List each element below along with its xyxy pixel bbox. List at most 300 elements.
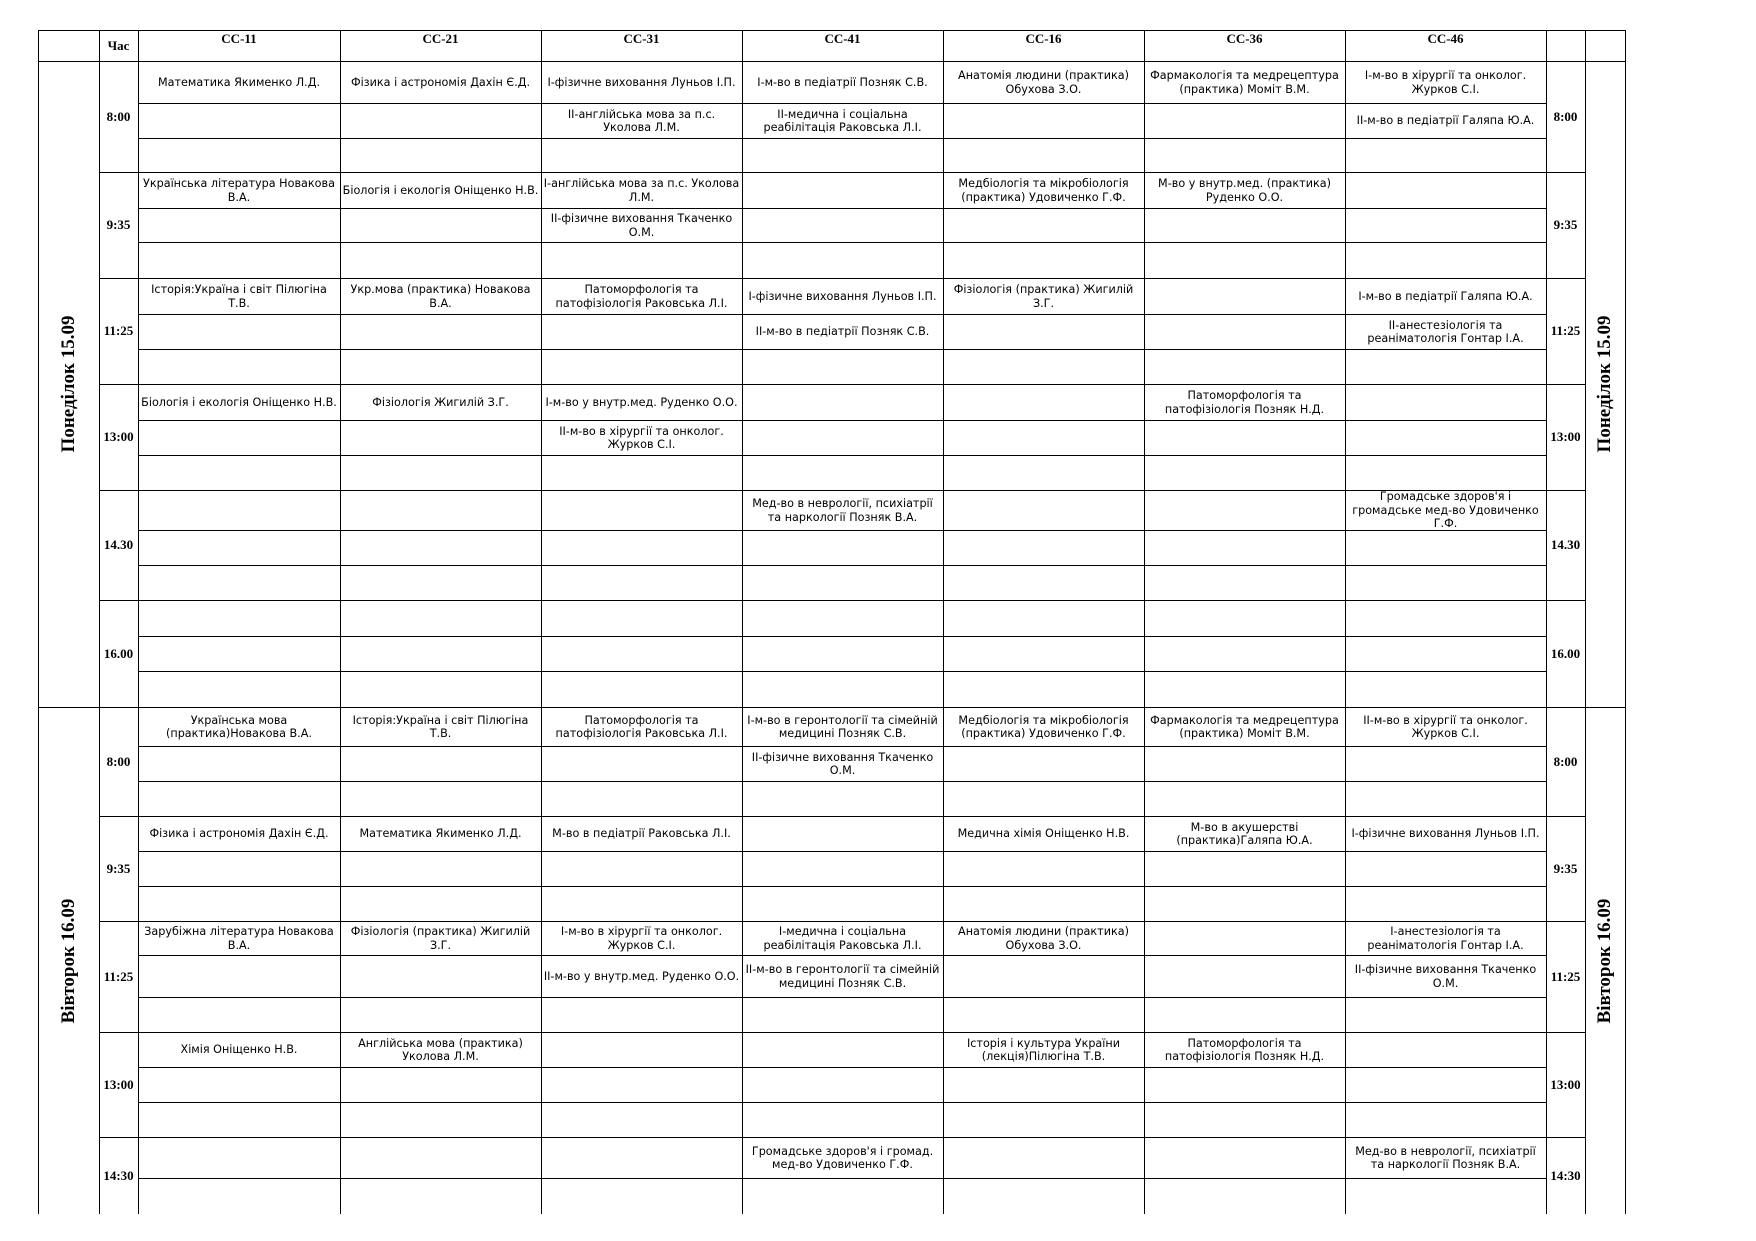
time-label-left: 9:35 [106,860,131,876]
schedule-cell [742,852,943,886]
schedule-cell [1345,491,1546,530]
schedule-cell [742,531,943,565]
time-label-right: 16.00 [1550,645,1581,661]
schedule-cell [541,817,742,851]
schedule-cell [1345,1103,1546,1137]
schedule-cell [138,956,340,997]
schedule-cell [742,385,943,420]
schedule-cell [340,243,541,278]
schedule-cell [138,456,340,490]
lesson-text: I-м-во в педіатрії Позняк С.В. [757,75,928,89]
schedule-cell [943,817,1144,851]
schedule-cell [340,104,541,138]
group-header: СС-46 [1427,31,1464,46]
schedule-cell [943,601,1144,636]
schedule-cell [541,531,742,565]
schedule-cell [1345,672,1546,707]
lesson-text: Біологія і екологія Оніщенко Н.В. [342,183,539,197]
lesson-text: Медбіологія та мікробіологія (практика) Удовиченко Г.Ф. [958,177,1129,204]
schedule-cell [541,279,742,314]
schedule-cell [1144,491,1345,530]
schedule-cell [943,708,1144,746]
schedule-cell [943,747,1144,781]
schedule-cell [138,852,340,886]
schedule-cell [138,708,340,746]
schedule-cell [541,1068,742,1102]
lesson-text: I-м-во в геронтології та сімейній медицині Позняк С.В. [747,713,938,740]
schedule-cell [541,601,742,636]
schedule-cell [1345,209,1546,242]
schedule-cell [1144,637,1345,671]
schedule-cell [541,1179,742,1214]
lesson-text: М-во у внутр.мед. (практика) Руденко О.О. [1158,177,1331,204]
column-border [1585,30,1586,1214]
schedule-cell [1345,139,1546,172]
schedule-cell [742,491,943,530]
schedule-cell [742,243,943,278]
schedule-cell [1345,62,1546,103]
schedule-cell [138,887,340,921]
schedule-cell [742,1138,943,1178]
schedule-cell [340,1033,541,1067]
schedule-cell [943,956,1144,997]
schedule-cell [742,1179,943,1214]
schedule-cell [742,817,943,851]
schedule-cell [943,998,1144,1032]
schedule-cell [1345,279,1546,314]
column-border [1625,30,1626,1214]
time-label-right: 8:00 [1553,753,1578,769]
schedule-cell [1144,708,1345,746]
schedule-cell [138,1103,340,1137]
schedule-cell [138,998,340,1032]
schedule-cell [138,209,340,242]
schedule-cell [340,279,541,314]
schedule-cell [1345,852,1546,886]
schedule-cell [1144,852,1345,886]
schedule-cell [1144,998,1345,1032]
time-column-header: Час [107,38,130,53]
schedule-cell [541,243,742,278]
schedule-cell [1345,782,1546,816]
lesson-text: I-м-во в хірургії та онколог. Журков С.І. [560,925,723,952]
lesson-text: I-фізичне виховання Луньов І.П. [547,75,736,89]
schedule-cell [340,315,541,349]
lesson-text: I-фізичне виховання Луньов І.П. [1351,827,1540,841]
schedule-cell [1345,456,1546,490]
lesson-text: I-м-во в хірургії та онколог. Журков С.І. [1364,69,1527,96]
day-label-right: Понеділок 15.09 [1594,315,1615,453]
schedule-cell [340,139,541,172]
schedule-cell [340,747,541,781]
lesson-text: I-медична і соціальна реабілітація Раковська Л.І. [763,925,922,952]
schedule-cell [1144,104,1345,138]
schedule-cell [1345,243,1546,278]
lesson-text: II-м-во в педіатрії Позняк С.В. [755,325,930,339]
schedule-cell [1345,104,1546,138]
schedule-cell [1345,817,1546,851]
lesson-text: II-фізичне виховання Ткаченко О.М. [550,212,733,239]
schedule-cell [1345,708,1546,746]
schedule-cell [1144,782,1345,816]
schedule-cell [943,139,1144,172]
lesson-text: Математика Якименко Л.Д. [359,827,522,841]
schedule-cell [742,637,943,671]
schedule-cell [943,209,1144,242]
lesson-text: II-м-во в педіатрії Галяпа Ю.А. [1356,114,1535,128]
schedule-cell [340,672,541,707]
schedule-cell [943,1068,1144,1102]
group-header: СС-31 [623,31,660,46]
schedule-cell [1345,922,1546,955]
schedule-cell [742,62,943,103]
schedule-cell [340,852,541,886]
schedule-cell [943,1138,1144,1178]
time-label-right: 11:25 [1550,968,1581,984]
schedule-cell [742,887,943,921]
schedule-cell [943,852,1144,886]
schedule-cell [943,279,1144,314]
time-label-right: 11:25 [1550,323,1581,338]
lesson-text: I-фізичне виховання Луньов І.П. [748,289,937,303]
lesson-text: Анатомія людини (практика) Обухова З.О. [958,925,1129,952]
time-label-left: 11:25 [103,323,134,338]
time-label-left: 14:30 [103,1167,134,1183]
schedule-cell [541,315,742,349]
schedule-cell [541,385,742,420]
lesson-text: Фізіологія (практика) Жигилій З.Г. [953,283,1134,310]
schedule-cell [1144,531,1345,565]
schedule-cell [1144,747,1345,781]
schedule-cell [742,173,943,208]
schedule-cell [1144,173,1345,208]
schedule-cell [1345,1033,1546,1067]
schedule-cell [541,852,742,886]
schedule-cell [541,956,742,997]
schedule-cell [138,531,340,565]
time-label-left: 16.00 [103,645,134,661]
schedule-cell [742,998,943,1032]
schedule-cell [742,315,943,349]
schedule-cell [1144,601,1345,636]
day-label-left: Понеділок 15.09 [57,315,79,453]
lesson-text: М-во в педіатрії Раковська Л.І. [552,827,731,841]
lesson-text: II-м-во в геронтології та сімейній медицині Позняк С.В. [745,963,940,990]
schedule-cell [943,922,1144,955]
lesson-text: Укр.мова (практика) Новакова В.А. [350,283,531,310]
schedule-cell [138,601,340,636]
lesson-text: Патоморфологія та патофізіологія Раковська Л.І. [555,283,728,310]
lesson-text: II-фізичне виховання Ткаченко О.М. [1354,963,1537,990]
day-label-left: Вівторок 16.09 [57,898,79,1023]
time-label-right: 9:35 [1553,860,1578,876]
schedule-cell [340,1068,541,1102]
schedule-cell [340,637,541,671]
schedule-cell [138,491,340,530]
group-header: СС-11 [221,31,257,46]
schedule-cell [138,385,340,420]
time-label-right: 14:30 [1550,1167,1581,1183]
schedule-cell [1345,531,1546,565]
column-border [38,30,39,1214]
schedule-cell [340,782,541,816]
schedule-cell [340,956,541,997]
day-label-right: Вівторок 16.09 [1594,898,1615,1023]
schedule-cell [541,782,742,816]
lesson-text: Англійська мова (практика) Уколова Л.М. [358,1036,523,1063]
lesson-text: Патоморфологія та патофізіологія Позняк Н.Д. [1164,1036,1325,1063]
lesson-text: Фізіологія (практика) Жигилій З.Г. [350,925,531,952]
schedule-cell [1144,243,1345,278]
schedule-cell [340,456,541,490]
lesson-text: Історія і культура України (лекція)Пілюгіна Т.В. [967,1036,1120,1063]
schedule-cell [541,566,742,600]
schedule-cell [943,104,1144,138]
schedule-cell [742,209,943,242]
schedule-cell [943,1103,1144,1137]
schedule-cell [742,708,943,746]
time-label-right: 8:00 [1553,108,1578,124]
schedule-cell [943,62,1144,103]
lesson-text: Мед-во в неврології, психіатрії та наркології Позняк В.А. [1355,1144,1536,1171]
schedule-cell [943,566,1144,600]
schedule-cell [943,350,1144,384]
schedule-cell [1345,998,1546,1032]
schedule-cell [1144,672,1345,707]
schedule-cell [742,350,943,384]
schedule-cell [1345,887,1546,921]
schedule-cell [943,672,1144,707]
schedule-cell [541,209,742,242]
lesson-text: II-медична і соціальна реабілітація Раковська Л.І. [763,107,922,134]
schedule-cell [138,566,340,600]
schedule-cell [1345,747,1546,781]
schedule-cell [138,672,340,707]
schedule-cell [742,279,943,314]
schedule-cell [1144,1138,1345,1178]
schedule-cell [1144,139,1345,172]
schedule-cell [138,315,340,349]
schedule-cell [541,1033,742,1067]
schedule-cell [340,887,541,921]
schedule-cell [541,491,742,530]
schedule-cell [943,1033,1144,1067]
lesson-text: I-м-во в педіатрії Галяпа Ю.А. [1358,289,1533,303]
schedule-cell [1345,173,1546,208]
schedule-cell [943,782,1144,816]
schedule-cell [340,173,541,208]
lesson-text: М-во в акушерстві (практика)Галяпа Ю.А. [1176,820,1313,847]
schedule-cell [1345,566,1546,600]
schedule-cell [943,315,1144,349]
lesson-text: Українська мова (практика)Новакова В.А. [166,713,312,740]
schedule-cell [340,1138,541,1178]
schedule-cell [541,104,742,138]
schedule-cell [1144,956,1345,997]
schedule-cell [1345,1068,1546,1102]
schedule-cell [742,1068,943,1102]
lesson-text: Анатомія людини (практика) Обухова З.О. [958,69,1129,96]
lesson-text: Українська література Новакова В.А. [143,177,335,204]
schedule-cell [1144,456,1345,490]
schedule-cell [541,421,742,455]
schedule-cell [340,1103,541,1137]
schedule-cell [541,1138,742,1178]
schedule-cell [742,922,943,955]
schedule-cell [541,62,742,103]
lesson-text: Математика Якименко Л.Д. [157,75,321,89]
column-border [1546,30,1547,1214]
lesson-text: Фармакологія та медрецептура (практика) Моміт В.М. [1150,69,1339,96]
lesson-text: Фізіологія Жигилій З.Г. [372,395,509,409]
schedule-cell [138,139,340,172]
schedule-cell [1144,566,1345,600]
lesson-text: Патоморфологія та патофізіологія Раковська Л.І. [555,713,728,740]
time-label-right: 9:35 [1553,217,1578,232]
schedule-cell [541,1103,742,1137]
schedule-cell [138,62,340,103]
schedule-cell [138,1068,340,1102]
lesson-text: II-м-во у внутр.мед. Руденко О.О. [543,969,740,983]
lesson-text: Медбіологія та мікробіологія (практика) Удовиченко Г.Ф. [958,713,1129,740]
schedule-cell [742,672,943,707]
schedule-cell [742,456,943,490]
schedule-cell [1144,315,1345,349]
lesson-text: II-англійська мова за п.с. Уколова Л.М. [567,107,716,134]
schedule-cell [1345,956,1546,997]
schedule-cell [943,421,1144,455]
schedule-cell [943,491,1144,530]
schedule-cell [742,1103,943,1137]
schedule-cell [138,173,340,208]
schedule-cell [1345,315,1546,349]
schedule-cell [138,922,340,955]
schedule-cell [340,922,541,955]
schedule-cell [541,637,742,671]
schedule-cell [1144,385,1345,420]
schedule-cell [138,817,340,851]
time-label-right: 14.30 [1550,537,1581,552]
schedule-cell [1144,62,1345,103]
time-label-left: 14.30 [103,537,134,552]
schedule-cell [138,1179,340,1214]
schedule-cell [1345,1179,1546,1214]
schedule-cell [1144,1068,1345,1102]
schedule-cell [138,104,340,138]
time-label-right: 13:00 [1550,429,1581,444]
schedule-cell [340,566,541,600]
lesson-text: Патоморфологія та патофізіологія Позняк Н.Д. [1164,389,1325,416]
schedule-cell [340,350,541,384]
schedule-cell [541,173,742,208]
time-label-left: 8:00 [106,108,131,124]
time-label-left: 13:00 [103,1076,134,1092]
lesson-text: Історія:Україна і світ Пілюгіна Т.В. [352,713,529,740]
lesson-text: Історія:Україна і світ Пілюгіна Т.В. [151,283,327,310]
schedule-cell [742,782,943,816]
group-header: СС-36 [1226,31,1263,46]
lesson-text: II-м-во в хірургії та онколог. Журков С.І. [559,424,724,451]
schedule-cell [742,566,943,600]
schedule-cell [541,139,742,172]
schedule-cell [541,747,742,781]
time-label-left: 11:25 [103,968,134,984]
schedule-cell [943,1179,1144,1214]
schedule-cell [1144,350,1345,384]
schedule-cell [1144,1179,1345,1214]
schedule-cell [1144,1033,1345,1067]
group-header: СС-21 [422,31,459,46]
schedule-cell [138,243,340,278]
schedule-cell [541,998,742,1032]
group-header: СС-16 [1025,31,1062,46]
lesson-text: II-анестезіологія та реаніматологія Гонтар І.А. [1367,318,1524,345]
lesson-text: Громадське здоров'я і громад. мед-во Удовиченко Г.Ф. [751,1144,934,1171]
schedule-cell [340,1179,541,1214]
schedule-cell [1345,421,1546,455]
schedule-cell [340,385,541,420]
schedule-cell [1345,601,1546,636]
lesson-text: Громадське здоров'я і громадське мед-во Удовиченко Г.Ф. [1352,491,1539,530]
lesson-text: Медична хімія Оніщенко Н.В. [957,827,1130,841]
schedule-cell [742,104,943,138]
lesson-text: I-англійська мова за п.с. Уколова Л.М. [543,177,740,204]
schedule-cell [138,747,340,781]
schedule-cell [138,421,340,455]
schedule-cell [1345,385,1546,420]
schedule-cell [943,531,1144,565]
schedule-cell [138,782,340,816]
schedule-cell [742,1033,943,1067]
lesson-text: Мед-во в неврології, психіатрії та наркології Позняк В.А. [752,497,933,524]
schedule-cell [943,456,1144,490]
time-label-left: 9:35 [106,217,131,232]
schedule-cell [742,601,943,636]
column-border [99,30,100,1214]
lesson-text: Фізика і астрономія Дахін Є.Д. [350,75,531,89]
schedule-cell [943,173,1144,208]
schedule-cell [541,672,742,707]
schedule-cell [742,747,943,781]
lesson-text: Фармакологія та медрецептура (практика) Моміт В.М. [1150,713,1339,740]
schedule-cell [1345,350,1546,384]
schedule-cell [541,350,742,384]
schedule-cell [1144,279,1345,314]
schedule-cell [138,350,340,384]
lesson-text: Біологія і екологія Оніщенко Н.В. [141,395,337,409]
schedule-cell [1144,421,1345,455]
schedule-cell [943,385,1144,420]
schedule-cell [541,708,742,746]
schedule-cell [340,209,541,242]
schedule-cell [541,456,742,490]
schedule-cell [340,421,541,455]
schedule-cell [1144,922,1345,955]
schedule-cell [340,601,541,636]
schedule-cell [943,887,1144,921]
schedule-cell [742,139,943,172]
schedule-cell [340,817,541,851]
schedule-cell [1144,209,1345,242]
schedule-cell [1345,637,1546,671]
schedule-cell [541,922,742,955]
lesson-text: II-м-во в хірургії та онколог. Журков С.І. [1363,713,1528,740]
schedule-cell [1144,817,1345,851]
schedule-cell [340,531,541,565]
lesson-text: Фізика і астрономія Дахін Є.Д. [149,827,329,841]
schedule-cell [1345,1138,1546,1178]
schedule-cell [138,279,340,314]
